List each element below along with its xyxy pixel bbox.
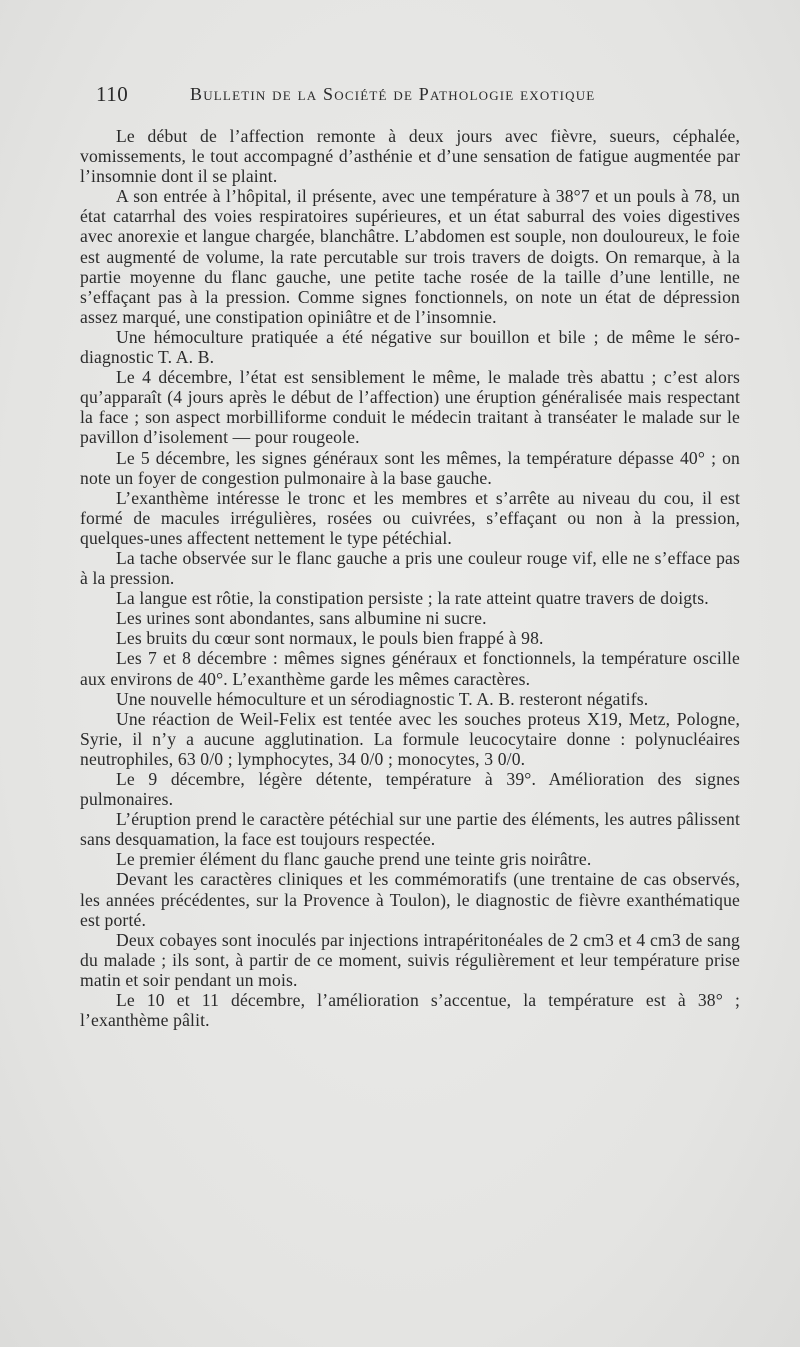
paragraph: Une nouvelle hémoculture et un sérodiagnostic T. A. B. resteront négatifs. (116, 688, 649, 709)
paragraph: La langue est rôtie, la constipation persiste ; la rate atteint quatre travers de doigts. (116, 588, 709, 609)
paragraph: Une réaction de Weil-Felix est tentée avec les souches proteus X19, Metz, Pologne, Syrie, il n’y a aucune agglutination. La formule leucocytaire donne : polynucléaires neutrophiles, 63 0/0 ; lymphocytes, 34 0/0 ; monocytes, 3 0/0. (80, 708, 740, 769)
page-header (96, 82, 714, 110)
page-number: 110 (96, 82, 129, 106)
paragraph: A son entrée à l’hôpital, il présente, avec une température à 38°7 et un pouls à 78, un état catarrhal des voies respiratoires supérieures, et un état saburral des voies digestives avec anorexie et langue chargée, blanchâtre. L’abdomen est souple, non douloureux, le foie est augmenté de volume, la rate percutable sur trois travers de doigts. On remarque, à la partie moyenne du flanc gauche, une petite tache rosée de la taille d’une lentille, ne s’effaçant pas à la pression. Comme signes fonctionnels, on note un état de dépression assez marqué, une constipation opiniâtre et de l’insomnie. (80, 186, 740, 327)
paragraph: L’éruption prend le caractère pétéchial sur une partie des éléments, les autres pâlissent sans desquamation, la face est toujours respectée. (80, 809, 740, 850)
paragraph: Les urines sont abondantes, sans albumine ni sucre. (116, 608, 487, 629)
paragraph: Les bruits du cœur sont normaux, le pouls bien frappé à 98. (116, 628, 544, 649)
paragraph: Devant les caractères cliniques et les commémoratifs (une trentaine de cas observés, les années précédentes, sur la Provence à Toulon), le diagnostic de fièvre exanthématique est porté. (80, 869, 740, 930)
paragraph: Le début de l’affection remonte à deux jours avec fièvre, sueurs, céphalée, vomissements, le tout accompagné d’asthénie et d’une sensation de fatigue augmentée par l’insomnie dont il se plaint. (80, 126, 740, 187)
paragraph: Une hémoculture pratiquée a été négative sur bouillon et bile ; de même le séro-diagnostic T. A. B. (80, 326, 740, 368)
paragraph: Deux cobayes sont inoculés par injections intrapéritonéales de 2 cm3 et 4 cm3 de sang du malade ; ils sont, à partir de ce moment, suivis régulièrement et leur température prise matin et soir pendant un mois. (80, 929, 740, 990)
article-body (80, 126, 740, 1030)
paragraph: Le premier élément du flanc gauche prend une teinte gris noirâtre. (116, 849, 592, 870)
paragraph: L’exanthème intéresse le tronc et les membres et s’arrête au niveau du cou, il est formé de macules irrégulières, rosées ou cuivrées, s’effaçant ou non à la pression, quelques-unes affectent nettement le type pétéchial. (80, 487, 740, 548)
paragraph: Le 4 décembre, l’état est sensiblement le même, le malade très abattu ; c’est alors qu’apparaît (4 jours après le début de l’affection) une éruption généralisée mais respectant la face ; son aspect morbilliforme conduit le médecin traitant à transéater le malade sur le pavillon d’isolement — pour rougeole. (80, 367, 740, 448)
paragraph: Le 10 et 11 décembre, l’amélioration s’accentue, la température est à 38° ; l’exanthème pâlit. (80, 990, 740, 1031)
running-title: Bulletin de la Société de Pathologie exotique (190, 84, 596, 104)
paragraph: Le 5 décembre, les signes généraux sont les mêmes, la température dépasse 40° ; on note un foyer de congestion pulmonaire à la base gauche. (80, 447, 740, 488)
paragraph: La tache observée sur le flanc gauche a pris une couleur rouge vif, elle ne s’efface pas à la pression. (80, 547, 740, 589)
paragraph: Le 9 décembre, légère détente, température à 39°. Amélioration des signes pulmonaires. (80, 769, 740, 810)
paragraph: Les 7 et 8 décembre : mêmes signes généraux et fonctionnels, la température oscille aux environs de 40°. L’exanthème garde les mêmes caractères. (80, 648, 740, 689)
